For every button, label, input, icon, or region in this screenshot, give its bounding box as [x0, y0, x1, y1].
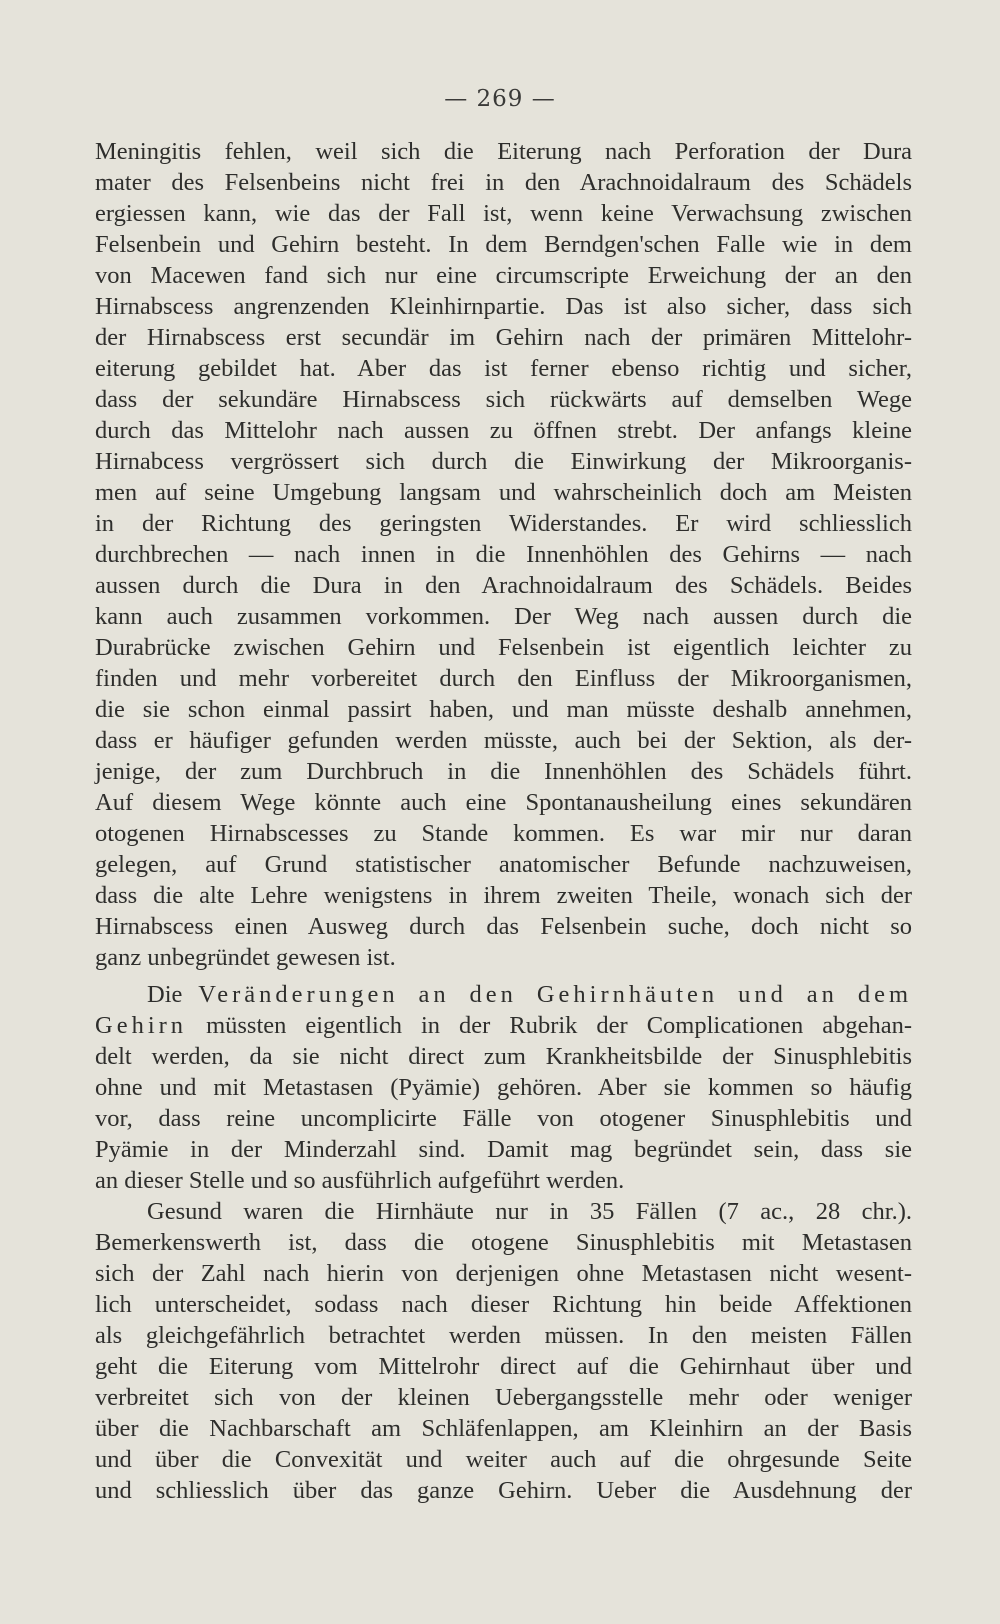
lead-word: Die	[147, 981, 183, 1008]
text-line: geht die Eiterung vom Mittelrohr direct auf die Gehirnhaut über und	[95, 1353, 912, 1380]
emphasized-phrase: Veränderungen an den Gehirnhäuten und an dem	[198, 981, 912, 1008]
text-line: durchbrechen — nach innen in die Innenhöhlen des Gehirns — nach	[95, 541, 912, 568]
text-line: als gleichgefährlich betrachtet werden müssen. In den meisten Fällen	[95, 1322, 912, 1349]
text-line: durch das Mittelohr nach aussen zu öffnen strebt. Der anfangs kleine	[95, 417, 912, 444]
text-line: in der Richtung des geringsten Widerstandes. Er wird schliesslich	[95, 510, 912, 537]
text-line: dass er häufiger gefunden werden müsste, auch bei der Sektion, als der-	[95, 727, 912, 754]
text-line: eiterung gebildet hat. Aber das ist ferner ebenso richtig und sicher,	[95, 355, 912, 382]
text-line: Pyämie in der Minderzahl sind. Damit mag begründet sein, dass sie	[95, 1136, 912, 1163]
text-line: aussen durch die Dura in den Arachnoidalraum des Schädels. Beides	[95, 572, 912, 599]
text-line: an dieser Stelle und so ausführlich aufgeführt werden.	[95, 1167, 625, 1194]
text-line: otogenen Hirnabscesses zu Stande kommen. Es war mir nur daran	[95, 820, 912, 847]
text-line: kann auch zusammen vorkommen. Der Weg nach aussen durch die	[95, 603, 912, 630]
text-line: gelegen, auf Grund statistischer anatomischer Befunde nachzuweisen,	[95, 851, 912, 878]
text-line: lich unterscheidet, sodass nach dieser Richtung hin beide Affektionen	[95, 1291, 912, 1318]
paragraph-1	[95, 136, 912, 973]
text-line: vor, dass reine uncomplicirte Fälle von otogener Sinusphlebitis und	[95, 1105, 912, 1132]
text-line: der Hirnabscess erst secundär im Gehirn nach der primären Mittelohr-	[95, 324, 912, 351]
text-line: dass der sekundäre Hirnabscess sich rückwärts auf demselben Wege	[95, 386, 912, 413]
text-line: die sie schon einmal passirt haben, und man müsste deshalb annehmen,	[95, 696, 912, 723]
page-number: — 269 —	[444, 86, 556, 112]
text-line: ganz unbegründet gewesen ist.	[95, 944, 396, 971]
text-line	[95, 979, 912, 1010]
text-line: Bemerkenswerth ist, dass die otogene Sinusphlebitis mit Metastasen	[95, 1229, 912, 1256]
text-line: Meningitis fehlen, weil sich die Eiterung nach Perforation der Dura	[95, 138, 912, 165]
emphasized-word: Gehirn	[95, 1012, 188, 1039]
text-line: und schliesslich über das ganze Gehirn. Ueber die Ausdehnung der	[95, 1477, 912, 1504]
text-line: sich der Zahl nach hierin von derjenigen ohne Metastasen nicht wesent-	[95, 1260, 912, 1287]
text-line: Auf diesem Wege könnte auch eine Spontanausheilung eines sekundären	[95, 789, 912, 816]
text-line: finden und mehr vorbereitet durch den Einfluss der Mikroorganismen,	[95, 665, 912, 692]
paragraph-2	[95, 979, 912, 1196]
text-line: delt werden, da sie nicht direct zum Krankheitsbilde der Sinusphlebitis	[95, 1043, 912, 1070]
text-line: Hirnabscess angrenzenden Kleinhirnpartie. Das ist also sicher, dass sich	[95, 293, 912, 320]
text-line: von Macewen fand sich nur eine circumscripte Erweichung der an den	[95, 262, 912, 289]
text-line: Durabrücke zwischen Gehirn und Felsenbein ist eigentlich leichter zu	[95, 634, 912, 661]
paragraph-3	[95, 1196, 912, 1506]
text-line: men auf seine Umgebung langsam und wahrscheinlich doch am Meisten	[95, 479, 912, 506]
text-line	[95, 1010, 912, 1041]
line-rest: müssten eigentlich in der Rubrik der Complicationen abgehan-	[206, 1012, 912, 1039]
text-line: mater des Felsenbeins nicht frei in den Arachnoidalraum des Schädels	[95, 169, 912, 196]
text-line: dass die alte Lehre wenigstens in ihrem zweiten Theile, wonach sich der	[95, 882, 912, 909]
text-line: ergiessen kann, wie das der Fall ist, wenn keine Verwachsung zwischen	[95, 200, 912, 227]
text-line: jenige, der zum Durchbruch in die Innenhöhlen des Schädels führt.	[95, 758, 912, 785]
text-line: über die Nachbarschaft am Schläfenlappen, am Kleinhirn an der Basis	[95, 1415, 912, 1442]
text-line: Felsenbein und Gehirn besteht. In dem Berndgen'schen Falle wie in dem	[95, 231, 912, 258]
text-line: verbreitet sich von der kleinen Uebergangsstelle mehr oder weniger	[95, 1384, 912, 1411]
text-line: ohne und mit Metastasen (Pyämie) gehören. Aber sie kommen so häufig	[95, 1074, 912, 1101]
text-line: Gesund waren die Hirnhäute nur in 35 Fällen (7 ac., 28 chr.).	[147, 1198, 912, 1225]
text-line: Hirnabcess vergrössert sich durch die Einwirkung der Mikroorganis-	[95, 448, 912, 475]
text-line: Hirnabscess einen Ausweg durch das Felsenbein suche, doch nicht so	[95, 913, 912, 940]
text-line: und über die Convexität und weiter auch auf die ohrgesunde Seite	[95, 1446, 912, 1473]
